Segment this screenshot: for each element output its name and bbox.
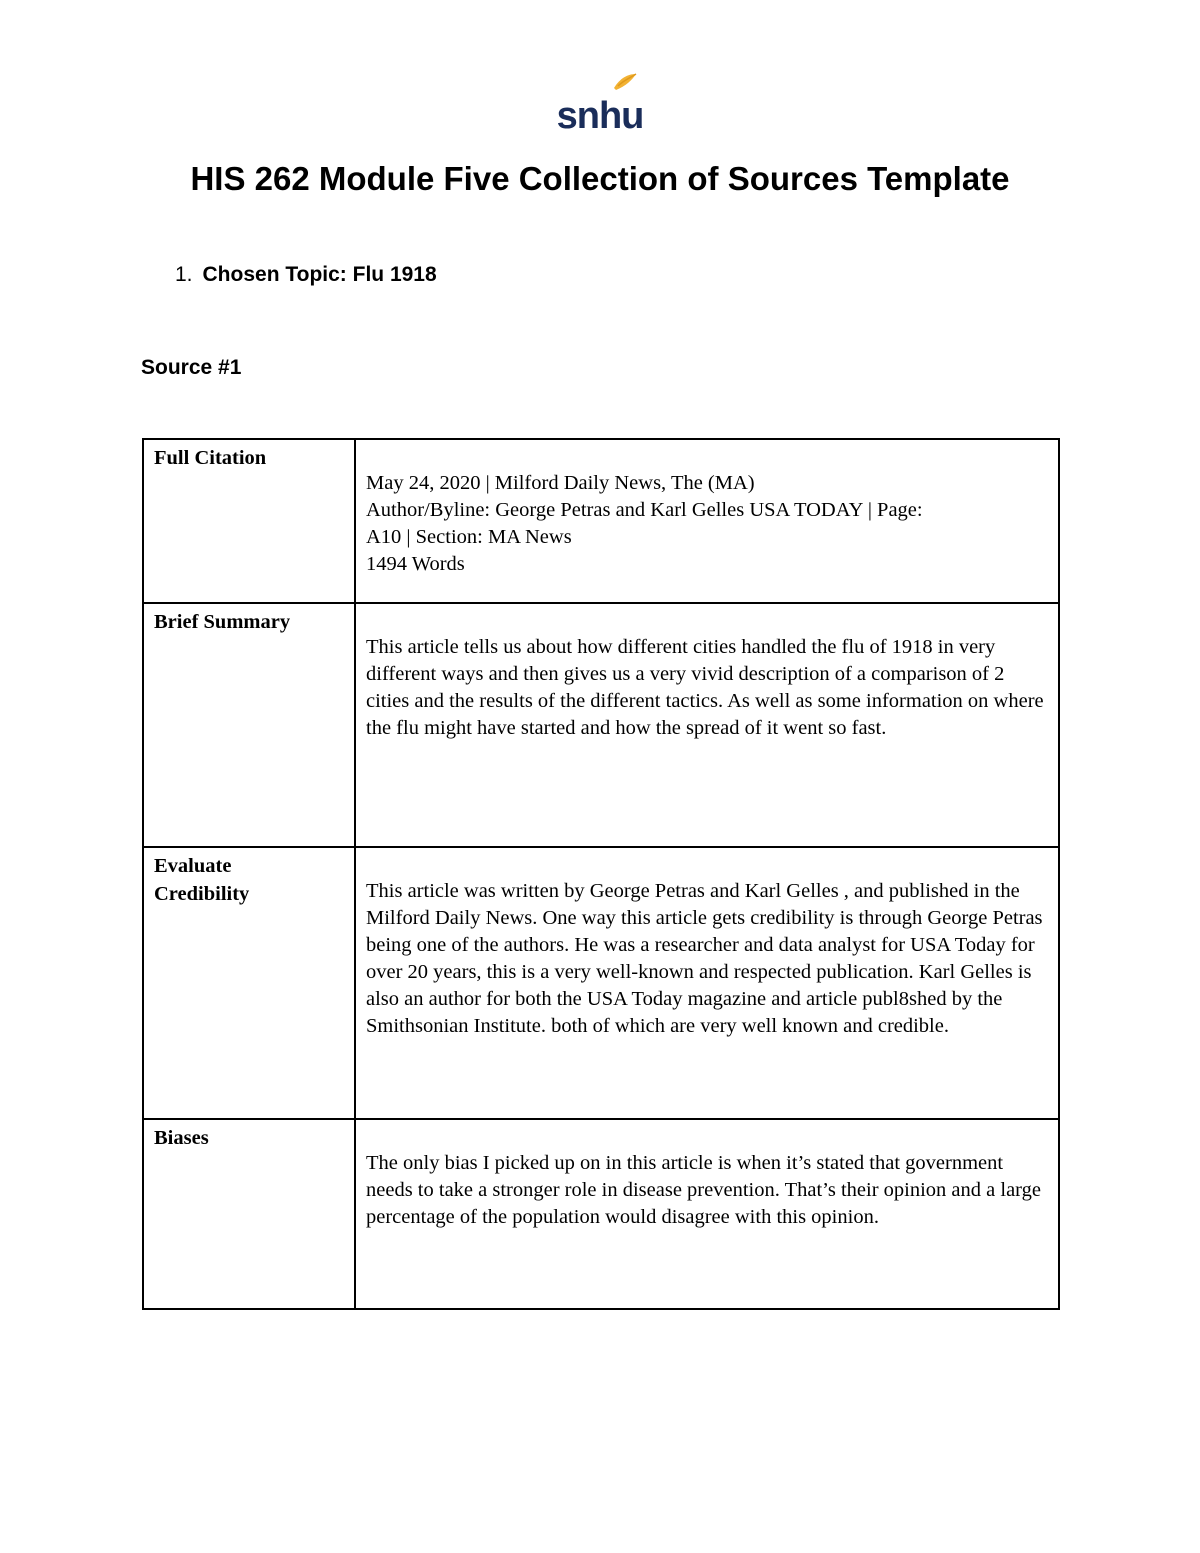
table-row — [143, 847, 1059, 1119]
page-title: HIS 262 Module Five Collection of Sources Template — [190, 160, 1010, 197]
citation-line: 1494 Words — [366, 553, 465, 575]
sources-table — [142, 438, 1060, 1310]
row-label: Biases — [143, 1119, 355, 1309]
table-row — [143, 603, 1059, 847]
chosen-topic — [175, 263, 437, 287]
snhu-logo — [552, 70, 648, 136]
table-row — [143, 439, 1059, 603]
citation-line: A10 | Section: MA News — [366, 526, 572, 548]
table-row — [143, 1119, 1059, 1309]
credibility-cell: This article was written by George Petras and Karl Gelles , and published in the Milford Daily News. One way this article gets credibility is through George Petras being one of the authors. He was a researcher and data analyst for USA Today for over 20 years, this is a very well-known and respected publication. Karl Gelles is also an author for both the USA Today magazine and article publ8shed by the Smithsonian Institute. both of which are very well known and credible. — [355, 847, 1059, 1119]
citation-line: Author/Byline: George Petras and Karl Gelles USA TODAY | Page: — [366, 499, 923, 521]
list-number: 1. — [175, 263, 193, 286]
citation-cell — [355, 439, 1059, 603]
row-label: Full Citation — [143, 439, 355, 603]
summary-cell: This article tells us about how different cities handled the flu of 1918 in very different ways and then gives us a very vivid description of a comparison of 2 cities and the results of the different tactics. As well as some information on where the flu might have started and how the spread of it went so fast. — [355, 603, 1059, 847]
topic-text: Chosen Topic: Flu 1918 — [202, 263, 437, 286]
row-label: Brief Summary — [143, 603, 355, 847]
row-label: Evaluate Credibility — [143, 847, 355, 1119]
svg-text:snhu: snhu — [556, 95, 644, 136]
biases-cell: The only bias I picked up on in this article is when it’s stated that government needs to take a stronger role in disease prevention. That’s their opinion and a large percentage of the population would disagree with this opinion. — [355, 1119, 1059, 1309]
citation-line: May 24, 2020 | Milford Daily News, The (MA) — [366, 472, 755, 494]
source-heading: Source #1 — [141, 356, 242, 379]
